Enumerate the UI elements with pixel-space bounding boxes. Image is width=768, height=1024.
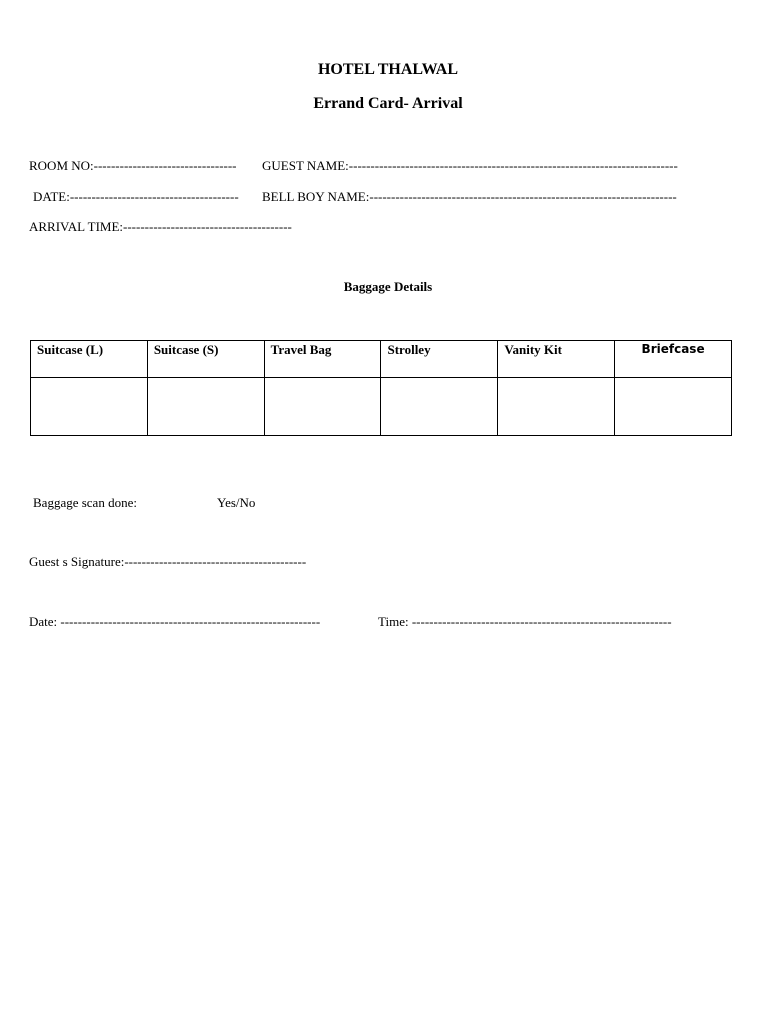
bell-boy-name-field: BELL BOY NAME:-----------------------------------------------------------------------: [262, 189, 677, 204]
baggage-scan-label: Baggage scan done:: [33, 495, 137, 510]
col-suitcase-large: Suitcase (L): [31, 341, 148, 378]
date-field: DATE:---------------------------------------: [33, 189, 239, 204]
col-briefcase: Briefcase: [615, 341, 732, 378]
col-strolley: Strolley: [381, 341, 498, 378]
guest-signature-field: Guest s Signature:------------------------------------------: [29, 554, 307, 569]
room-no-field: ROOM NO:---------------------------------: [29, 158, 237, 173]
cell-strolley[interactable]: [381, 378, 498, 436]
col-vanity-kit: Vanity Kit: [498, 341, 615, 378]
cell-briefcase[interactable]: [615, 378, 732, 436]
baggage-scan-options: Yes/No: [217, 495, 256, 510]
col-travel-bag: Travel Bag: [264, 341, 381, 378]
cell-suitcase-small[interactable]: [147, 378, 264, 436]
col-suitcase-small: Suitcase (S): [147, 341, 264, 378]
cell-suitcase-large[interactable]: [31, 378, 148, 436]
footer-date-field: Date: ------------------------------------------------------------: [29, 614, 321, 629]
cell-travel-bag[interactable]: [264, 378, 381, 436]
guest-name-field: GUEST NAME:----------------------------------------------------------------------------: [262, 158, 678, 173]
arrival-time-field: ARRIVAL TIME:---------------------------------------: [29, 219, 292, 234]
baggage-header-row: [31, 341, 732, 378]
baggage-table: [30, 340, 732, 436]
baggage-entry-row: [31, 378, 732, 436]
baggage-details-heading: Baggage Details: [343, 279, 433, 294]
hotel-name-heading: HOTEL THALWAL: [317, 61, 459, 78]
footer-time-field: Time: ------------------------------------------------------------: [378, 614, 672, 629]
cell-vanity-kit[interactable]: [498, 378, 615, 436]
form-title-heading: Errand Card- Arrival: [313, 95, 463, 112]
